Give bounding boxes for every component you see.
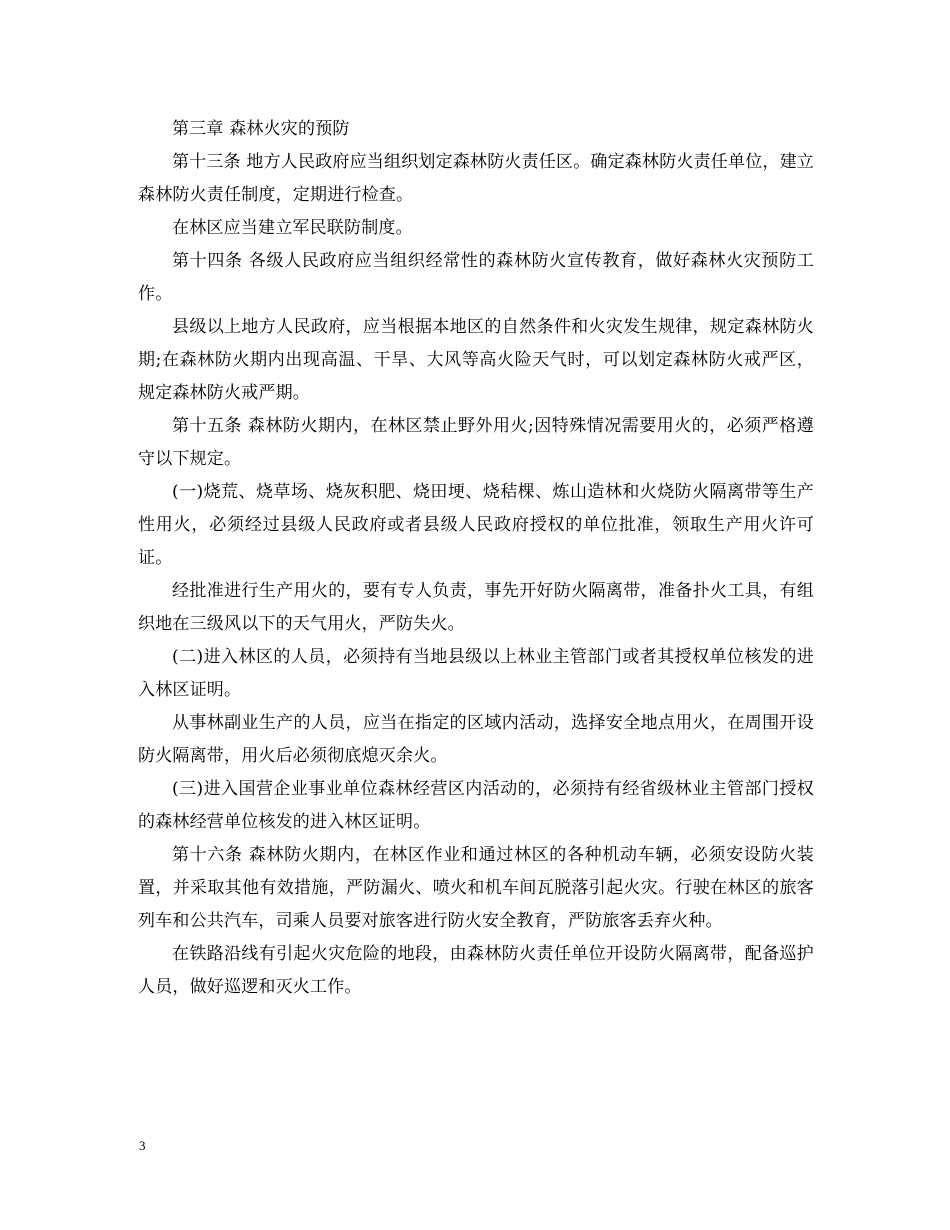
paragraph-article-15: 第十五条 森林防火期内，在林区禁止野外用火;因特殊情况需要用火的，必须严格遵守以下规定。 <box>138 416 814 469</box>
paragraph-article-16: 第十六条 森林防火期内，在林区作业和通过林区的各种机动车辆，必须安设防火装置，并采取其他有效措施，严防漏火、喷火和机车间瓦脱落引起火灾。行驶在林区的旅客列车和公共汽车，司乘人员要对旅客进行防火安全教育，严防旅客丢弃火种。 <box>138 845 814 931</box>
paragraph: 经批准进行生产用火的，要有专人负责，事先开好防火隔离带，准备扑火工具，有组织地在三级风以下的天气用火，严防失火。 <box>138 581 814 634</box>
paragraph: 在铁路沿线有引起火灾危险的地段，由森林防火责任单位开设防火隔离带，配备巡护人员，做好巡逻和灭火工作。 <box>138 944 814 997</box>
paragraph-article-14: 第十四条 各级人民政府应当组织经常性的森林防火宣传教育，做好森林火灾预防工作。 <box>138 251 814 304</box>
chapter-heading: 第三章 森林火灾的预防 <box>172 119 350 139</box>
paragraph-item-1: (一)烧荒、烧草场、烧灰积肥、烧田埂、烧秸棵、炼山造林和火烧防火隔离带等生产性用火，必须经过县级人民政府或者县级人民政府授权的单位批准，领取生产用火许可证。 <box>138 482 814 568</box>
paragraph: 从事林副业生产的人员，应当在指定的区域内活动，选择安全地点用火，在周围开设防火隔离带，用火后必须彻底熄灭余火。 <box>138 713 814 766</box>
document-body <box>138 113 814 1004</box>
paragraph: 县级以上地方人民政府，应当根据本地区的自然条件和火灾发生规律，规定森林防火期;在森林防火期内出现高温、干旱、大风等高火险天气时，可以划定森林防火戒严区，规定森林防火戒严期。 <box>138 317 814 403</box>
paragraph-item-2: (二)进入林区的人员，必须持有当地县级以上林业主管部门或者其授权单位核发的进入林区证明。 <box>138 647 814 700</box>
paragraph-article-13: 第十三条 地方人民政府应当组织划定森林防火责任区。确定森林防火责任单位，建立森林防火责任制度，定期进行检查。 <box>138 152 815 205</box>
paragraph: 在林区应当建立军民联防制度。 <box>172 218 413 238</box>
paragraph-item-3: (三)进入国营企业事业单位森林经营区内活动的，必须持有经省级林业主管部门授权的森林经营单位核发的进入林区证明。 <box>138 779 814 832</box>
page-number: 3 <box>139 1138 146 1153</box>
